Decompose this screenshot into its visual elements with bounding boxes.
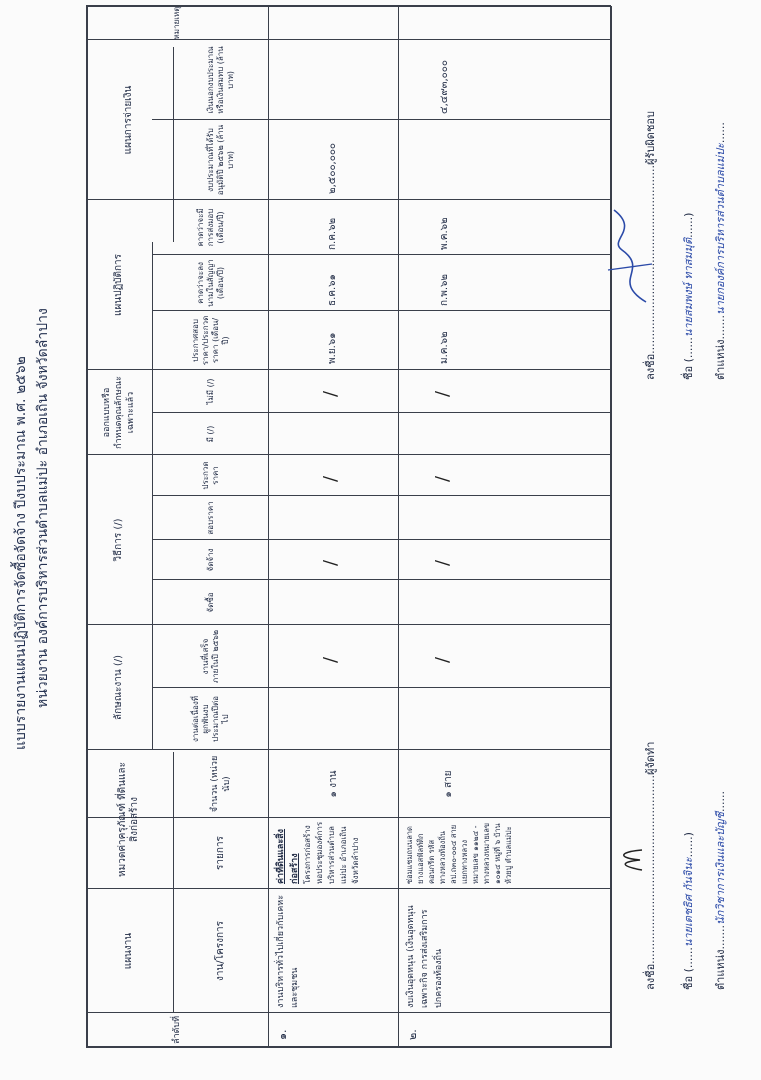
header-budget-approved: งบประมาณที่ได้รับอนุมัติปี ๒๕๖๒ (ล้านบาท) — [206, 124, 235, 196]
row2-sched-deliver: พ.ค.๖๒ — [439, 217, 450, 250]
col-line-4 — [86, 749, 611, 750]
row1-design-no: / — [320, 390, 341, 397]
col-line-6 — [86, 624, 611, 625]
sig-right-name-label: ชื่อ ( — [682, 358, 695, 380]
row1-item-head: ค่าที่ดินและสิ่งก่อสร้าง — [276, 828, 300, 884]
sig-left-position: ตำแหน่ง.......นักวิชาการเงินและบัญชี...... — [714, 791, 727, 990]
row2-design-no: / — [432, 390, 453, 397]
table-border-left — [86, 1047, 611, 1049]
header-nature-cont: งานต่อเนื่องที่ผูกพันงบประมาณปีต่อไป — [190, 695, 230, 743]
row2-qty: ๑ สาย — [443, 770, 454, 798]
sig-left-position-label: ตำแหน่ง — [714, 949, 727, 990]
header-remark: หมายเหตุ — [172, 6, 181, 40]
header-category-item: รายการ — [215, 836, 226, 870]
header-nature-done: งานที่เสร็จภายในปี ๒๕๖๒ — [200, 629, 220, 684]
row2-sched-announce: ม.ค.๖๒ — [439, 331, 450, 364]
row2-sched-contract: ก.พ.๖๒ — [439, 274, 450, 306]
col-line-14 — [152, 254, 611, 255]
agency-line: หน่วยงาน องค์การบริหารส่วนตำบลแม่ปะ อำเภอเถิน จังหวัดลำปาง — [35, 308, 51, 708]
header-design-yes: มี (/) — [205, 425, 215, 443]
header-schedule: แผนปฏิบัติการ — [113, 253, 124, 317]
col-line-5 — [152, 687, 611, 688]
header-category-qty: จำนวน (หน่วยนับ) — [210, 755, 232, 813]
sig-right-signature-mark — [600, 200, 656, 310]
header-budget-extra: เงินนอกงบประมาณหรือเงินสมทบ (ล้านบาท) — [206, 46, 235, 114]
row2-nature-done: / — [432, 656, 453, 663]
header-sched-contract: คาดว่าจะลงนามในสัญญา (เดือน/ปี) — [195, 259, 225, 307]
header-method-inquiry: สอบราคา — [205, 501, 215, 535]
row1-sched-deliver: ก.ค.๖๒ — [327, 217, 338, 250]
row2-method-announce: / — [432, 475, 453, 482]
row1-method-hire: / — [320, 559, 341, 566]
col-line-1 — [86, 1012, 611, 1013]
col-line-12 — [86, 369, 611, 370]
sig-right-role: ผู้รับผิดชอบ — [644, 111, 657, 165]
sig-right-position-label: ตำแหน่ง — [714, 339, 727, 380]
header-plan-project: งาน/โครงการ — [215, 920, 226, 982]
header-method-hire: จัดจ้าง — [205, 548, 215, 572]
row-divider-header — [268, 6, 269, 1048]
header-design-no: ไม่มี (/) — [205, 378, 215, 405]
row1-method-announce: / — [320, 475, 341, 482]
sig-right-position-value: นายกองค์การบริหารส่วนตำบลแม่ปะ — [714, 143, 727, 315]
col-line-9 — [152, 495, 611, 496]
col-line-15 — [86, 199, 611, 200]
sig-right-position: ตำแหน่ง.......นายกองค์การบริหารส่วนตำบลแม่ปะ...... — [714, 122, 727, 380]
col-line-7 — [152, 579, 611, 580]
row1-nature-done: / — [320, 656, 341, 663]
header-method-buy: จัดซื้อ — [205, 592, 215, 613]
row1-sched-announce: พ.ย.๖๑ — [327, 332, 338, 364]
sig-left-role: ผู้จัดทำ — [644, 741, 657, 775]
sig-right-name: ชื่อ (......นายสมพงษ์ ทาสมมุติ......) — [682, 212, 695, 380]
header-sched-announce: ประกาศสอบราคา/ประกวดราคา (เดือน/ปี) — [190, 315, 230, 366]
row2-method-hire: / — [432, 559, 453, 566]
row2-budget-extra: ๔,๔๙๓,๐๐๐ — [439, 60, 450, 114]
header-method: วิธีการ (/) — [113, 518, 124, 562]
table-border-bottom — [610, 6, 612, 1048]
header-no: ลำดับที่ — [172, 1015, 182, 1045]
row-divider-1 — [398, 6, 399, 1048]
row1-sched-contract: ธ.ค.๖๑ — [327, 274, 338, 306]
sig-right-sign-label: ลงชื่อ — [644, 353, 657, 380]
row1-item: โครงการก่อสร้างหอประชุมองค์การบริหารส่วนตำบลแม่ปะ อำเภอเถิน จังหวัดลำปาง — [303, 821, 360, 884]
col-line-2 — [86, 888, 611, 889]
row2-item: ซ่อมแซมถนนลาดยางแอสฟัลท์ติกคอนกรีต รหัสทางหลวงท้องถิ่น ลป.ถ๓๐-๐๐๔ สายแยกทางหลวงหมายเลข ๑๑๒๔ - ทางหลวงหมายเลข ๑๐๑๔ หมู่ที่ ๖ บ้านห้วยปู ตำบลแม่ปะ — [405, 822, 513, 884]
row1-plan: งานบริหารทั่วไปเกี่ยวกับเคหะและชุมชน — [276, 894, 300, 1008]
sig-left-signature-mark — [612, 820, 652, 880]
col-line-13 — [152, 310, 611, 311]
col-line-11 — [152, 412, 611, 413]
sig-left-sign-label: ลงชื่อ — [644, 963, 657, 990]
sig-right-name-value: นายสมพงษ์ ทาสมมุติ — [682, 237, 695, 338]
col-line-8 — [152, 539, 611, 540]
header-nature: ลักษณะงาน (/) — [113, 654, 124, 721]
sig-left-name-close: ) — [682, 832, 695, 837]
header-budget: แผนการจ่ายเงิน — [123, 85, 134, 155]
sig-right-sign: ลงชื่อ......................................................ผู้รับผิดชอบ — [644, 111, 657, 380]
col-line-16 — [152, 119, 611, 120]
header-design: ออกแบบหรือกำหนดคุณลักษณะเฉพาะแล้ว — [102, 376, 136, 449]
sig-left-position-value: นักวิชาการเงินและบัญชี — [714, 811, 727, 925]
header-plan: แผนงาน — [123, 932, 134, 970]
sig-left-name: ชื่อ (......นายเตชธิศ กันจินะ......) — [682, 832, 695, 990]
header-category: หมวดค่าครุภัณฑ์ ที่ดินและสิ่งก่อสร้าง — [117, 762, 140, 877]
document-title: แบบรายงานแผนปฏิบัติการจัดซื้อจัดจ้าง ปีงบประมาณ พ.ศ. ๒๕๖๒ — [13, 356, 29, 750]
row2-plan: งบเงินอุดหนุน (เงินอุดหนุนเฉพาะกิจ การส่งเสริมการปกครองท้องถิ่น — [406, 905, 444, 1008]
row1-no: ๑. — [276, 1029, 289, 1040]
header-sched-deliver: คาดว่าจะมีการส่งมอบ (เดือน/ปี) — [195, 208, 225, 247]
sig-left-name-value: นายเตชธิศ กันจินะ — [682, 857, 695, 948]
sig-left-sign: ลงชื่อ......................................................ผู้จัดทำ — [644, 741, 657, 990]
header-method-announce: ประกวดราคา — [200, 461, 220, 490]
sig-right-name-close: ) — [682, 212, 695, 217]
sig-left-name-label: ชื่อ ( — [682, 968, 695, 990]
col-line-10 — [86, 454, 611, 455]
row1-budget-approved: ๒,๕๐๐,๐๐๐ — [327, 142, 338, 194]
col-line-17 — [86, 39, 611, 40]
row2-no: ๒. — [406, 1029, 419, 1040]
row1-qty: ๑ งาน — [327, 770, 339, 798]
